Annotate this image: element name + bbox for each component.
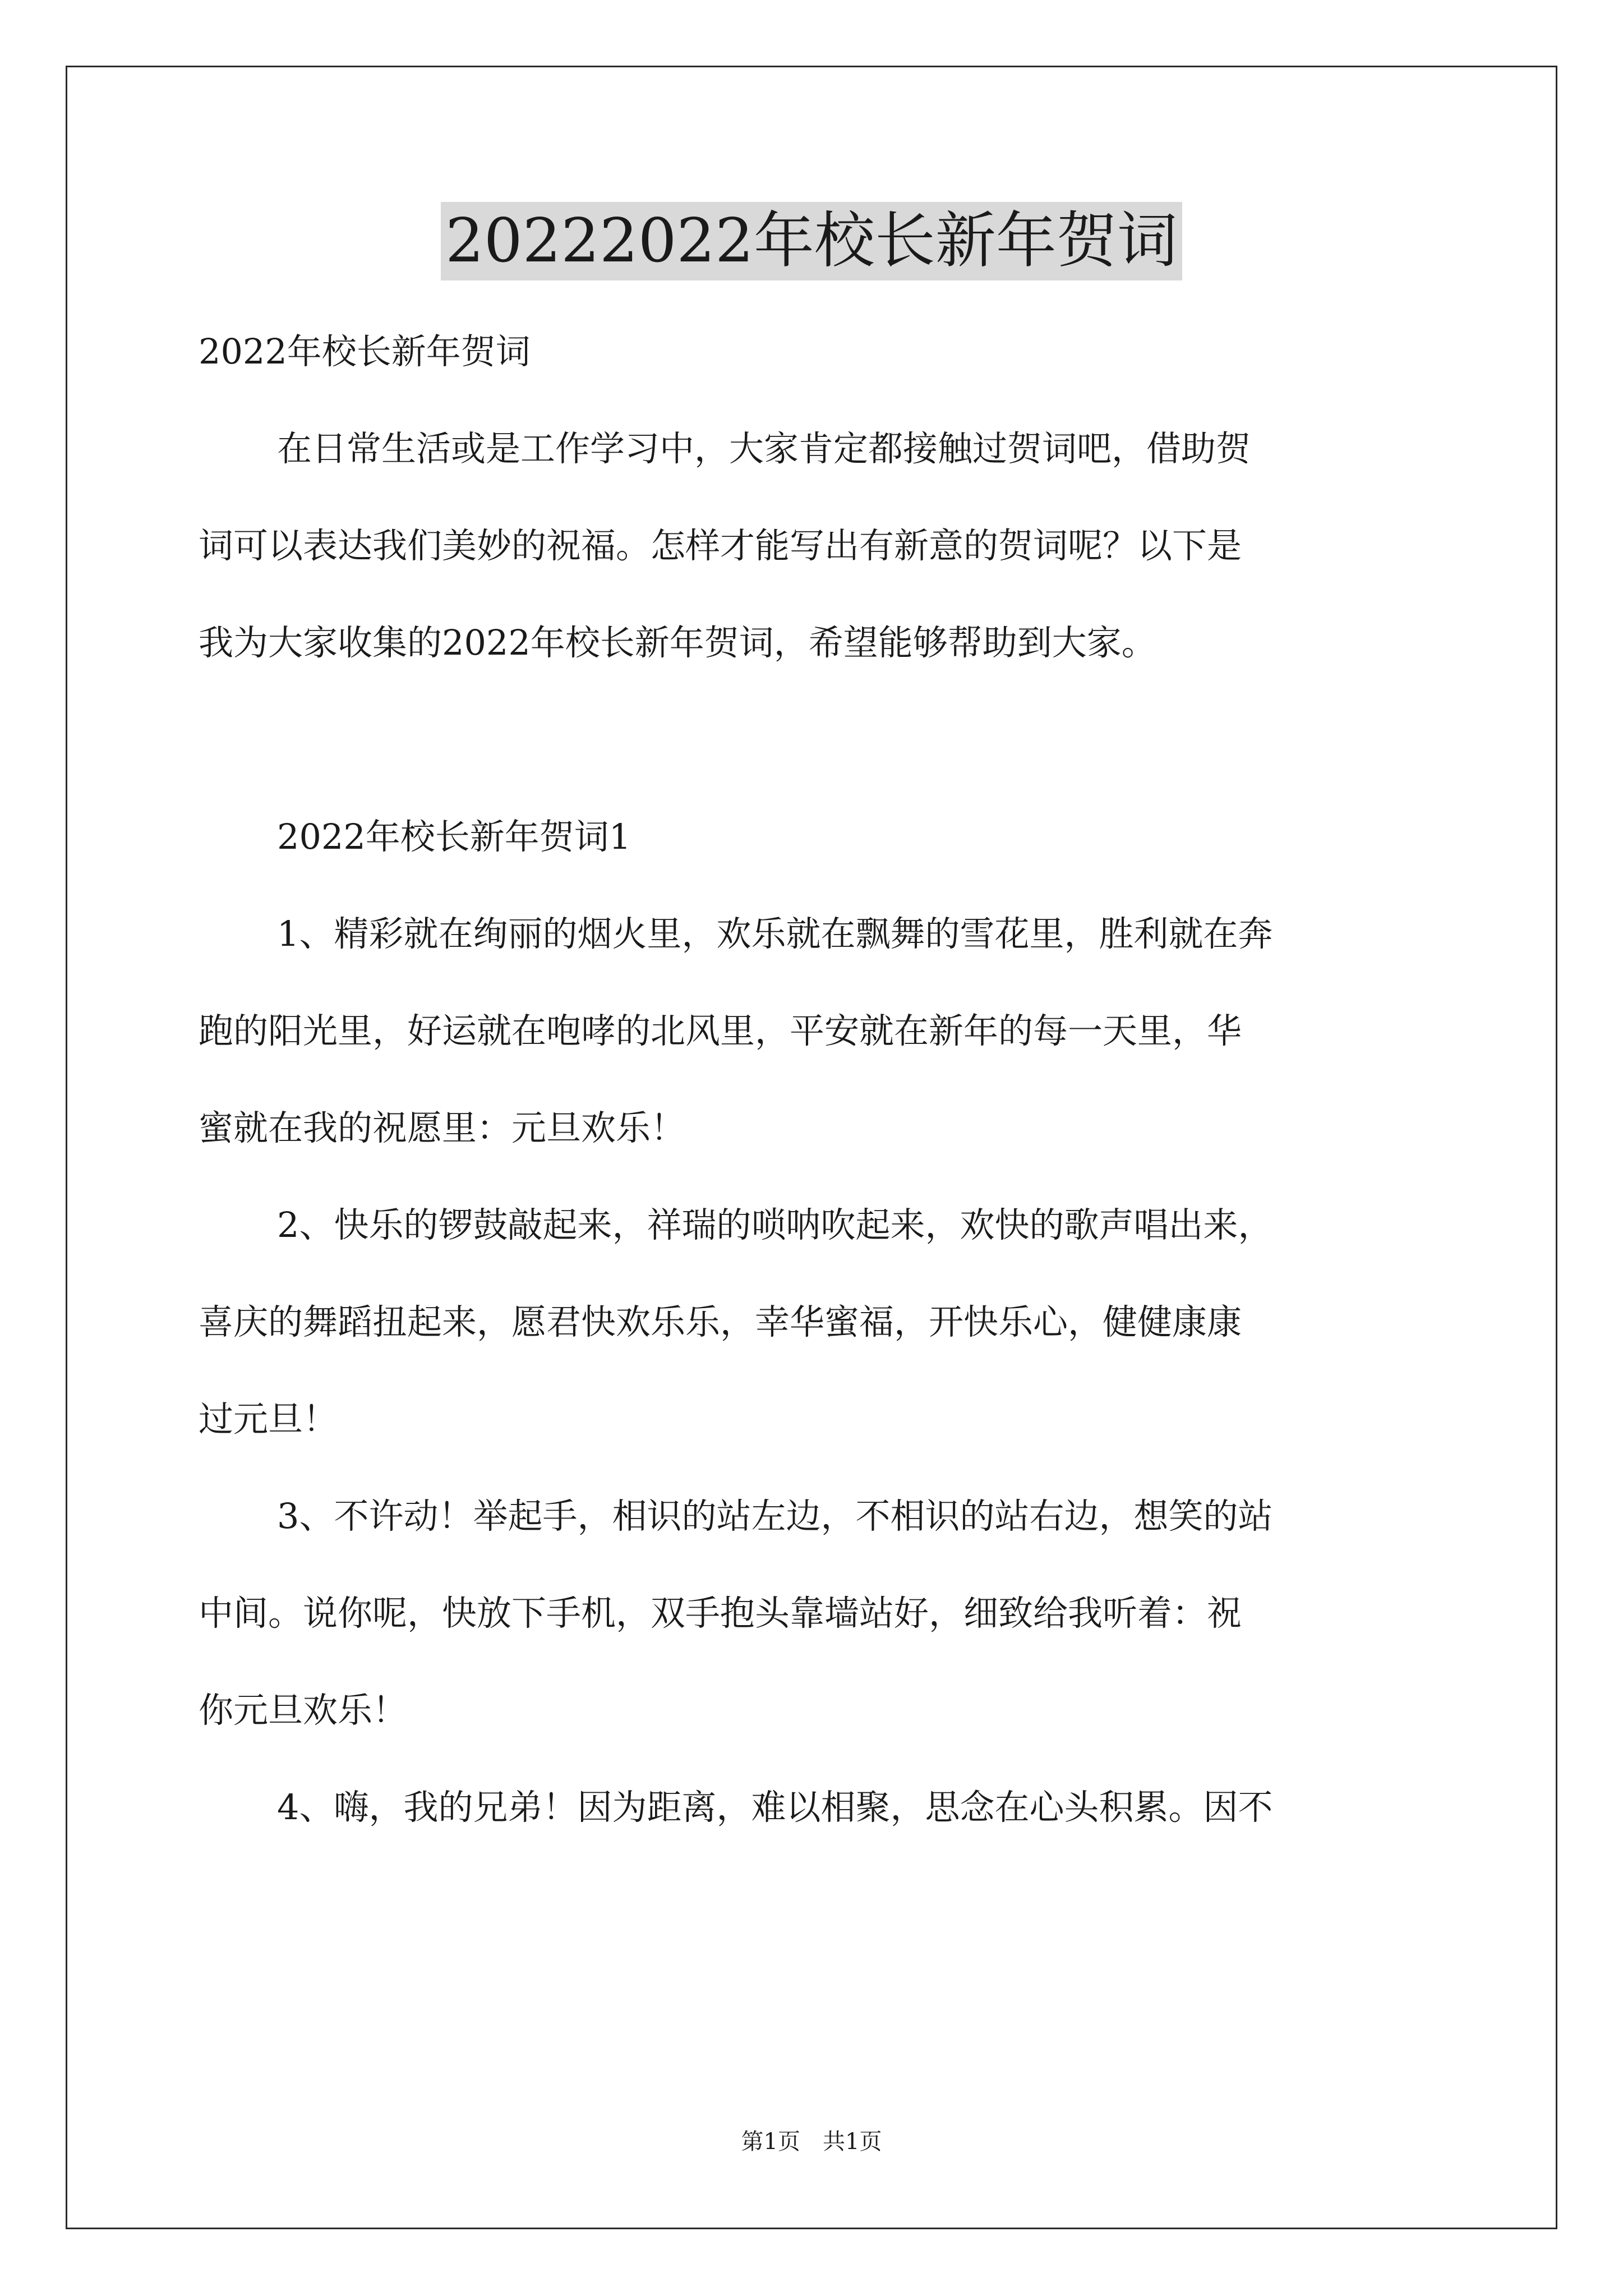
intro-paragraph: [199, 400, 1438, 691]
document-title: 20222022年校长新年贺词: [441, 202, 1182, 280]
paragraph-line: 4、嗨，我的兄弟！因为距离，难以相聚，思念在心头积累。因不: [277, 1787, 1273, 1828]
paragraph-line: 跑的阳光里，好运就在咆哮的北风里，平安就在新年的每一天里，华: [199, 1010, 1242, 1051]
paragraph-line: 2、快乐的锣鼓敲起来，祥瑞的唢呐吹起来，欢快的歌声唱出来，: [277, 1204, 1273, 1245]
paragraph-1: [199, 885, 1438, 1176]
document-body: [199, 303, 1438, 1856]
paragraph-line: 喜庆的舞蹈扭起来，愿君快欢乐乐，幸华蜜福，开快乐心，健健康康: [199, 1301, 1242, 1342]
paragraph-line: 过元旦！: [199, 1398, 338, 1439]
intro-line: 在日常生活或是工作学习中，大家肯定都接触过贺词吧，借助贺: [277, 428, 1251, 469]
paragraph-2: [199, 1176, 1438, 1467]
section-heading: 2022年校长新年贺词1: [277, 816, 631, 857]
paragraph-line: 中间。说你呢，快放下手机，双手抱头靠墙站好，细致给我听着：祝: [199, 1593, 1242, 1634]
intro-line: 词可以表达我们美妙的祝福。怎样才能写出有新意的贺词呢？以下是: [199, 525, 1242, 566]
page-footer: 第1页 共1页: [741, 2129, 882, 2155]
paragraph-3: [199, 1467, 1438, 1759]
paragraph-line: 你元旦欢乐！: [199, 1690, 408, 1731]
title-container: [0, 202, 1623, 280]
intro-line: 我为大家收集的2022年校长新年贺词，希望能够帮助到大家。: [199, 622, 1156, 663]
document-subtitle: 2022年校长新年贺词: [199, 331, 531, 372]
paragraph-4: [199, 1759, 1438, 1856]
paragraph-line: 3、不许动！举起手，相识的站左边，不相识的站右边，想笑的站: [277, 1496, 1273, 1536]
paragraph-line: 1、精彩就在绚丽的烟火里，欢乐就在飘舞的雪花里，胜利就在奔: [277, 913, 1273, 954]
paragraph-line: 蜜就在我的祝愿里：元旦欢乐！: [199, 1107, 686, 1148]
spacer: [199, 691, 1438, 788]
